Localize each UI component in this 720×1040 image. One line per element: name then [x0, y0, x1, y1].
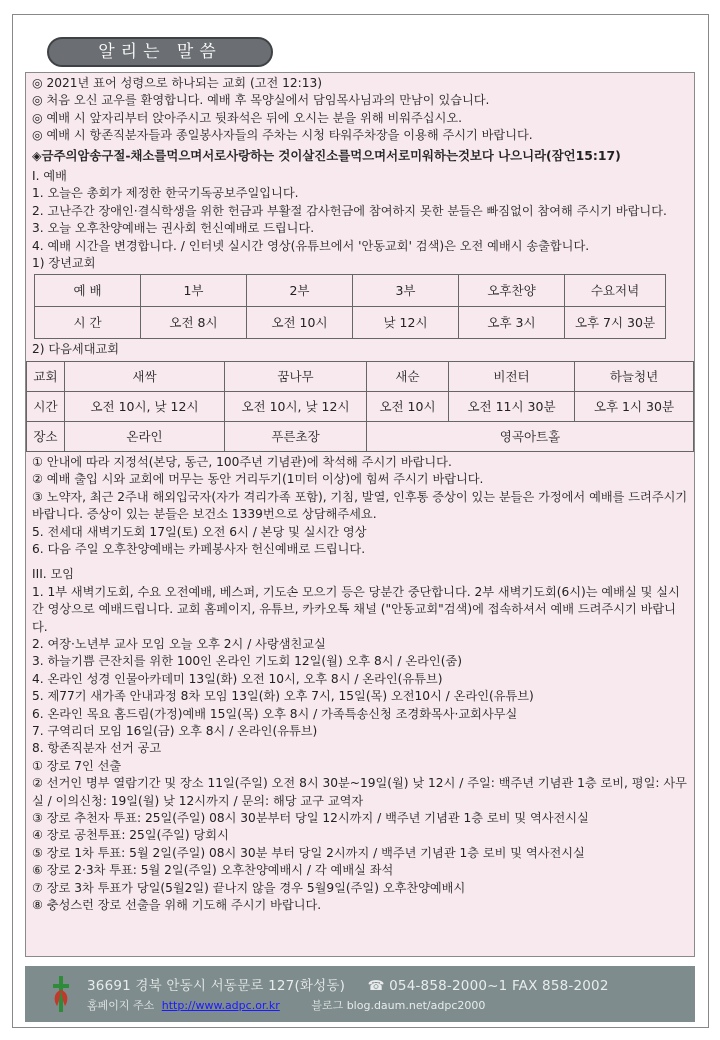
homepage-link[interactable]: http://www.adpc.or.kr — [161, 999, 280, 1012]
table-row — [27, 391, 694, 421]
meeting-item: 5. 제77기 새가족 안내과정 8차 모임 13일(화) 오후 7시, 15일(목) 오전10시 / 온라인(유튜브) — [32, 689, 534, 704]
table-cell: 비전터 — [449, 361, 575, 391]
worship-item: 5. 전세대 새벽기도회 17일(토) 오전 6시 / 본당 및 실시간 영상 — [32, 524, 367, 539]
page-title: 알리는 말씀 — [47, 37, 273, 67]
meeting-item: 3. 하늘기쁨 큰잔치를 위한 100인 온라인 기도회 12일(월) 오후 8시 / 온라인(줌) — [32, 654, 462, 669]
meeting-item: 1. 1부 새벽기도회, 수요 오전예배, 베스퍼, 기도손 모으기 등은 당분간 중단합니다. 2부 새벽기도회(6시)는 예배실 및 실시간 영상으로 예배드립니다. 교회 홈페이지, 유튜브, 카카오톡 채널 ("안동교회"검색)에 접속하셔서 예배 드려주시기 바랍니다. — [32, 584, 680, 634]
table-cell: 장소 — [27, 421, 65, 451]
adult-church-heading: 1) 장년교회 — [32, 256, 96, 271]
meeting-item: 8. 항존직분자 선거 공고 — [32, 741, 162, 756]
table-cell: 오후 1시 30분 — [575, 391, 694, 421]
table-cell: 오후 3시 — [459, 307, 565, 339]
table-cell: 영곡아트홀 — [367, 421, 694, 451]
worship-guideline: ① 안내에 따라 지정석(본당, 동근, 100주년 기념관)에 착석해 주시기 바랍니다. — [32, 454, 452, 469]
blog-address: 블로그 blog.daum.net/adpc2000 — [311, 999, 486, 1012]
web-line — [87, 997, 485, 1013]
table-cell: 오후 7시 30분 — [565, 307, 666, 339]
worship-heading: I. 예배 — [32, 169, 67, 184]
table-cell: 시 간 — [35, 307, 141, 339]
table-cell: 2부 — [247, 275, 353, 307]
worship-item: 6. 다음 주일 오후찬양예배는 카페봉사자 헌신예배로 드립니다. — [32, 541, 366, 556]
table-row — [27, 421, 694, 451]
election-item: ⑧ 충성스런 장로 선출을 위해 기도해 주시기 바랍니다. — [32, 898, 322, 913]
table-cell: 3부 — [353, 275, 459, 307]
church-address: 36691 경북 안동시 서동문로 127(화성동) — [87, 978, 346, 994]
election-item: ⑤ 장로 1차 투표: 5월 2일(주일) 08시 30분 부터 당일 2시까지 / 백주년 기념관 1층 로비 및 역사전시실 — [32, 845, 585, 860]
table-cell: 오전 8시 — [141, 307, 247, 339]
table-cell: 시간 — [27, 391, 65, 421]
memory-verse: ◈금주의암송구절-채소를먹으며서로사랑하는 것이살진소를먹으며서로미워하는것보다 나으니라(잠언15:17) — [32, 147, 621, 163]
table-cell: 수요저녁 — [565, 275, 666, 307]
table-cell: 오전 11시 30분 — [449, 391, 575, 421]
table-cell: 푸른초장 — [225, 421, 367, 451]
table-cell: 새싹 — [65, 361, 225, 391]
meeting-item: 2. 여장·노년부 교사 모임 오늘 오후 2시 / 사랑샘친교실 — [32, 636, 326, 651]
table-cell: 오전 10시, 낮 12시 — [65, 391, 225, 421]
table-cell: 오전 10시 — [367, 391, 449, 421]
church-logo-icon — [51, 976, 71, 1012]
table-row — [35, 307, 666, 339]
table-cell: 꿈나무 — [225, 361, 367, 391]
table-cell: 예 배 — [35, 275, 141, 307]
church-phone: ☎ 054-858-2000~1 FAX 858-2002 — [367, 978, 609, 994]
seating-line: ◎ 예배 시 앞자리부터 앉아주시고 뒷좌석은 뒤에 오시는 분을 위해 비워주십시오. — [32, 110, 462, 125]
meeting-item: 7. 구역리더 모임 16일(금) 오후 8시 / 온라인(유튜브) — [32, 723, 318, 738]
church-footer — [25, 966, 695, 1022]
table-cell: 오전 10시 — [247, 307, 353, 339]
table-cell: 하늘청년 — [575, 361, 694, 391]
election-item: ② 선거인 명부 열람기간 및 장소 11일(주일) 오전 8시 30분~19일(월) 낮 12시 / 주일: 백주년 기념관 1층 로비, 평일: 사무실 / 이의신청: 19일(월) 낮 12시까지 / 문의: 해당 교구 교역자 — [32, 776, 687, 808]
meetings-heading: III. 모임 — [32, 567, 75, 582]
notice-board — [25, 72, 695, 957]
table-cell: 낮 12시 — [353, 307, 459, 339]
next-generation-table — [26, 361, 694, 452]
meeting-item: 6. 온라인 목요 홈드림(가정)예배 15일(목) 오후 8시 / 가족특송신청 조경화목사·교회사무실 — [32, 706, 518, 721]
table-cell: 오전 10시, 낮 12시 — [225, 391, 367, 421]
election-item: ③ 장로 추천자 투표: 25일(주일) 08시 30분부터 당일 12시까지 / 백주년 기념관 1층 로비 및 역사전시실 — [32, 811, 589, 825]
adult-schedule-table — [34, 274, 666, 339]
table-cell: 온라인 — [65, 421, 225, 451]
table-row — [35, 275, 666, 307]
worship-item: 4. 예배 시간을 변경합니다. / 인터넷 실시간 영상(유튜브에서 '안동교회' 검색)은 오전 예배시 송출합니다. — [32, 238, 590, 253]
parking-line: ◎ 예배 시 항존직분자들과 종일봉사자들의 주차는 시청 타워주차장을 이용해 주시기 바랍니다. — [32, 128, 533, 143]
worship-item: 3. 오늘 오후찬양예배는 권사회 헌신예배로 드립니다. — [32, 221, 315, 236]
election-item: ⑦ 장로 3차 투표가 당일(5월2일) 끝나지 않을 경우 5월9일(주일) 오후찬양예배시 — [32, 880, 466, 895]
worship-item: 1. 오늘은 총회가 제정한 한국기독공보주일입니다. — [32, 186, 299, 201]
worship-guideline: ② 예배 출입 시와 교회에 머무는 동안 거리두기(1미터 이상)에 힘써 주시기 바랍니다. — [32, 472, 484, 487]
table-cell: 오후찬양 — [459, 275, 565, 307]
welcome-line: ◎ 처음 오신 교우를 환영합니다. 예배 후 목양실에서 담임목사님과의 만남이 있습니다. — [32, 93, 490, 108]
next-generation-heading: 2) 다음세대교회 — [32, 342, 120, 357]
election-item: ⑥ 장로 2·3차 투표: 5월 2일(주일) 오후찬양예배시 / 각 예배실 좌석 — [32, 863, 394, 878]
worship-item: 2. 고난주간 장애인·결식학생을 위한 헌금과 부활절 감사헌금에 참여하지 못한 분들은 빠짐없이 참여해 주시기 바랍니다. — [32, 203, 667, 218]
motto-line: ◎ 2021년 표어 성령으로 하나되는 교회 (고전 12:13) — [32, 76, 322, 90]
worship-guideline: ③ 노약자, 최근 2주내 해외입국자(자가 격리가족 포함), 기침, 발열, 인후통 증상이 있는 분들은 가정에서 예배를 드려주시기 바랍니다. 증상이 있는 분들은 보건소 1339번으로 상담해주세요. — [32, 489, 688, 522]
homepage-label: 홈페이지 주소 — [87, 999, 155, 1012]
table-cell: 교회 — [27, 361, 65, 391]
table-cell: 1부 — [141, 275, 247, 307]
table-cell: 새순 — [367, 361, 449, 391]
table-row — [27, 361, 694, 391]
meeting-item: 4. 온라인 성경 인물아카데미 13일(화) 오전 10시, 오후 8시 / 온라인(유튜브) — [32, 671, 443, 686]
election-item: ① 장로 7인 선출 — [32, 758, 122, 773]
election-item: ④ 장로 공천투표: 25일(주일) 당회시 — [32, 828, 229, 843]
contact-line — [87, 974, 609, 994]
